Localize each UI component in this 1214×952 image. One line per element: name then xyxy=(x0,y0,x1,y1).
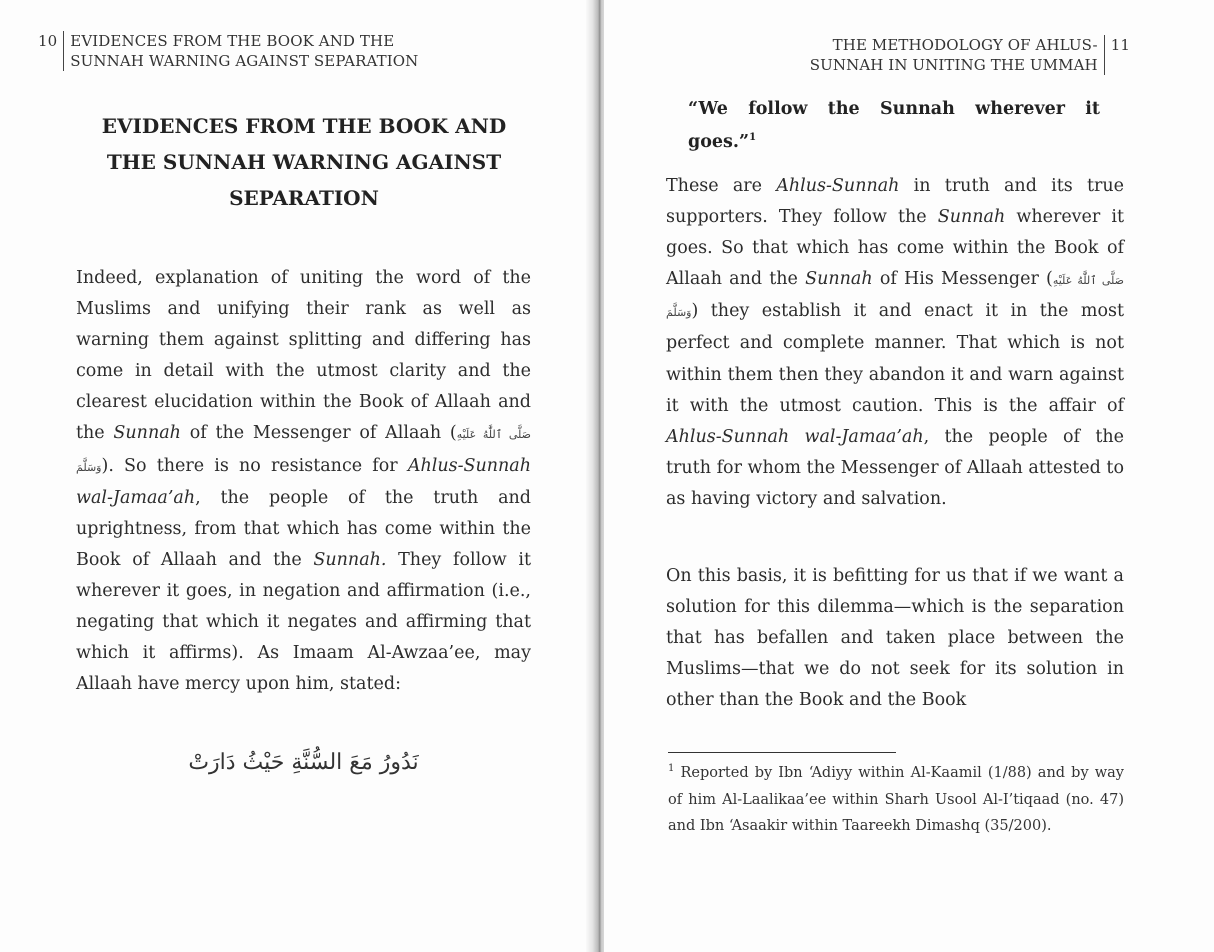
italic-term: Ahlus-Sunnah wal-Jamaa’ah xyxy=(666,426,924,447)
running-head xyxy=(768,35,1130,75)
text-run: ) they establish it and enact it in the most perfect and complete manner. That which is not within them then they abandon it and warn against it with the utmost caution. This is the affair of xyxy=(666,301,1124,416)
running-head-title: EVIDENCES FROM THE BOOK AND THE SUNNAH WARNING AGAINST SEPARATION xyxy=(63,31,470,71)
text-run: in truth and its true supporters. They follow the xyxy=(666,176,1124,228)
text-run: These are xyxy=(666,176,777,196)
left-page xyxy=(0,0,590,952)
footnote-marker[interactable]: 1 xyxy=(749,132,757,144)
body-paragraph xyxy=(666,171,1124,515)
text-run: wherever it goes. So that which has come within the Book of Allaah and the xyxy=(666,207,1124,290)
italic-term: Sunnah xyxy=(805,269,873,290)
running-head-title: THE METHODOLOGY OF AHLUS-SUNNAH IN UNITING THE UMMAH xyxy=(768,35,1105,75)
arabic-quote: نَدُورُ مَعَ السُّنَّةِ حَيْثُ دَارَتْ xyxy=(188,750,419,775)
honorific-glyph: صَلَّى ٱللَّٰهُ عَلَيْهِ وَسَلَّمَ xyxy=(76,428,531,474)
chapter-title: EVIDENCES FROM THE BOOK AND THE SUNNAH WARNING AGAINST SEPARATION xyxy=(101,114,507,210)
italic-term: Ahlus-Sunnah xyxy=(776,176,900,196)
italic-term: Sunnah xyxy=(937,207,1006,228)
text-run: , the people of the truth for whom the Messenger of Allaah attested to as having victory and salvation. xyxy=(666,426,1124,509)
text-run: of His Messenger ( xyxy=(872,269,1053,290)
text-run: , the people of the truth and uprightness, from that which has come within the Book of Allaah and the xyxy=(76,487,531,570)
footnote-divider xyxy=(668,752,896,753)
block-quote xyxy=(688,93,1100,159)
italic-term: Ahlus-Sunnah wal-Jamaa’ah xyxy=(76,455,531,508)
body-paragraph xyxy=(76,263,531,700)
quote-text: “We follow the Sunnah wherever it goes.” xyxy=(688,99,1100,152)
running-head xyxy=(38,31,470,71)
italic-term: Sunnah. xyxy=(313,549,387,570)
text-run: of the Messenger of Allaah ( xyxy=(180,423,457,444)
page-number: 11 xyxy=(1110,36,1130,54)
footnote-text: Reported by Ibn ‘Adiyy within Al-Kaamil (1/88) and by way of him Al-Laalikaa’ee within Sharh Usool Al-I’tiqaad (no. 47) and Ibn ‘Asaakir within Taareekh Dimashq (35/200). xyxy=(668,765,1124,834)
page-number: 10 xyxy=(38,32,58,50)
text-run: Indeed, explanation of uniting the word of the Muslims and unifying their rank as well as warning them against splitting and differing has come in detail with the utmost clarity and the clearest elucidation within the Book of Allaah and the xyxy=(76,268,531,444)
body-paragraph: On this basis, it is befitting for us that if we want a solution for this dilemma—which is the separation that has befallen and taken place between the Muslims—that we do not seek for its solution in other than the Book and the Book xyxy=(666,566,1124,711)
honorific-glyph: صَلَّى ٱللَّٰهُ عَلَيْهِ وَسَلَّمَ xyxy=(666,274,1124,320)
italic-term: Sunnah xyxy=(113,423,181,444)
text-run: ). So there is no resistance for xyxy=(101,455,408,476)
footnote-number: 1 xyxy=(668,763,675,775)
footnote xyxy=(668,760,1124,840)
text-run: They follow it wherever it goes, in negation and affirmation (i.e., negating that which it negates and affirming that which it affirms). As Imaam Al-Awzaa’ee, may Allaah have mercy upon him, stated: xyxy=(76,549,531,695)
